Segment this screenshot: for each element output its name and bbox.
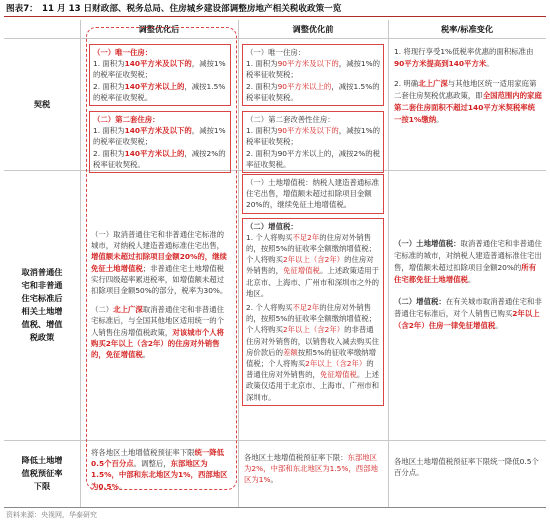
row-label-deed-tax: 契税	[33, 98, 51, 109]
header-after: 调整优化后	[138, 24, 180, 34]
header-before: 调整优化前	[292, 24, 334, 34]
deed-tax-before-box-2: （二）第二套改善性住房： 1. 面积为90平方米及以下的，减按1%的税率征收契税； 2. 面积为90平方米以上的，减按2%的税率征收契税。	[242, 111, 384, 173]
land-vat-before-box-2: （二）增值税： 1. 个人将购买不足2年的住房对外销售的，按照5%的征收率全额缴纳增值税；个人将购买2年以上（含2年）的住房对外销售的，免征增值税。上述政策适用于北京市、上海市、广州市和深圳市之外的地区。 2. 个人将购买不足2年的住房对外销售的，按照5%的征收率全额缴纳增值税；个人将购买2年以上（含2年）的非普通住房对外销售的，以销售收入减去购买住房价款后的差额按照5%的征收率缴纳增值税；个人将购买2年以上（含2年）的普通住房对外销售的，免征增值税。上述政策仅适用于北京市、上海市、广州市和深圳市。	[242, 218, 384, 406]
prepay-before: 各地区土地增值税预征率下限：东部地区为2%，中部和东北地区为1.5%，西部地区为1%。	[244, 453, 378, 485]
row-label-prepay: 降低土地增 值税预征率 下限	[21, 455, 63, 491]
row-divider	[4, 440, 546, 441]
deed-tax-before-box-1: （一）唯一住房： 1. 面积为90平方米及以下的，减按1%的税率征收契税； 2. 面积为90平方米以上的，减按1.5%的税率征收契税。	[242, 44, 384, 106]
deed-tax-before	[242, 44, 384, 178]
figure-title: 图表7： 11 月 13 日财政部、税务总局、住房城乡建设部调整房地产相关税收政策一览	[6, 4, 342, 14]
row-label-land-vat: 取消普通住 宅和非普通 住宅标准后 相关土地增 值税、增值 税政策	[21, 267, 63, 342]
title-rule	[4, 16, 546, 17]
land-vat-change: （一）土地增值税：取消普通住宅和非普通住宅标准的城市，对纳税人建造普通标准住宅出售，增值额未超过扣除项目金额20%的所有住宅都免征土地增值税。 （二）增值税：在有关城市取消普通住宅和非普通住宅标准后，对个人销售已购买2年以上（含2年）住房一律免征增值税。	[394, 239, 542, 330]
deed-tax-change: 1. 将现行享受1%低税率优惠的面积标准由90平方米提高到140平方米。 2. 明确北上广深与其他地区统一适用家庭第二套住房契税优惠政策，即全国范围内的家庭第二套住房面积不超过140平方米契税率统一按1%缴纳。	[394, 47, 542, 124]
deed-tax-after-box-2: （二）第二套住房： 1. 面积为140平方米及以下的，减按1%的税率征收契税； 2. 面积为140平方米以上的，减按2%的税率征收契税。	[89, 111, 231, 173]
table-bottom-rule	[4, 507, 546, 508]
header-rule	[4, 38, 546, 39]
land-vat-before-box-1: （一）土地增值税：纳税人建造普通标准住宅出售，增值额未超过扣除项目金额20%的，继续免征土地增值税。	[242, 174, 384, 214]
column-divider	[238, 20, 239, 508]
land-vat-before	[242, 174, 384, 411]
column-divider	[80, 20, 81, 508]
deed-tax-after	[89, 44, 231, 178]
deed-tax-after-box-1: （一）唯一住房： 1. 面积为140平方米及以下的，减按1%的税率征收契税； 2. 面积为140平方米以上的，减按1.5%的税率征收契税。	[89, 44, 231, 106]
header-change: 税率/标准变化	[440, 24, 494, 34]
prepay-change: 各地区土地增值税预征率下限统一降低0.5个百分点。	[394, 457, 539, 478]
source-footer: 资料来源：央视网，华泰研究	[6, 511, 97, 519]
land-vat-after: （一）取消普通住宅和非普通住宅标准的城市，对纳税人建造普通标准住宅出售，增值额未超过扣除项目金额20%的，继续免征土地增值税；非普通住宅土地增值税实行四级超率累进税率，如增值额未超过扣除项目金额50%的部分，税率为30%。 （二）北上广深取消普通住宅和非普通住宅标准后，与全国其他地区适用统一的个人销售住房增值税政策，对该城市个人将购买2年以上（含2年）的住房对外销售的，免征增值税。	[91, 230, 228, 360]
prepay-after: 将各地区土地增值税预征率下限统一降低0.5个百分点。调整后，东部地区为1.5%，中部和东北地区为1%，西部地区为0.5%。	[91, 448, 228, 491]
column-divider	[388, 20, 389, 508]
